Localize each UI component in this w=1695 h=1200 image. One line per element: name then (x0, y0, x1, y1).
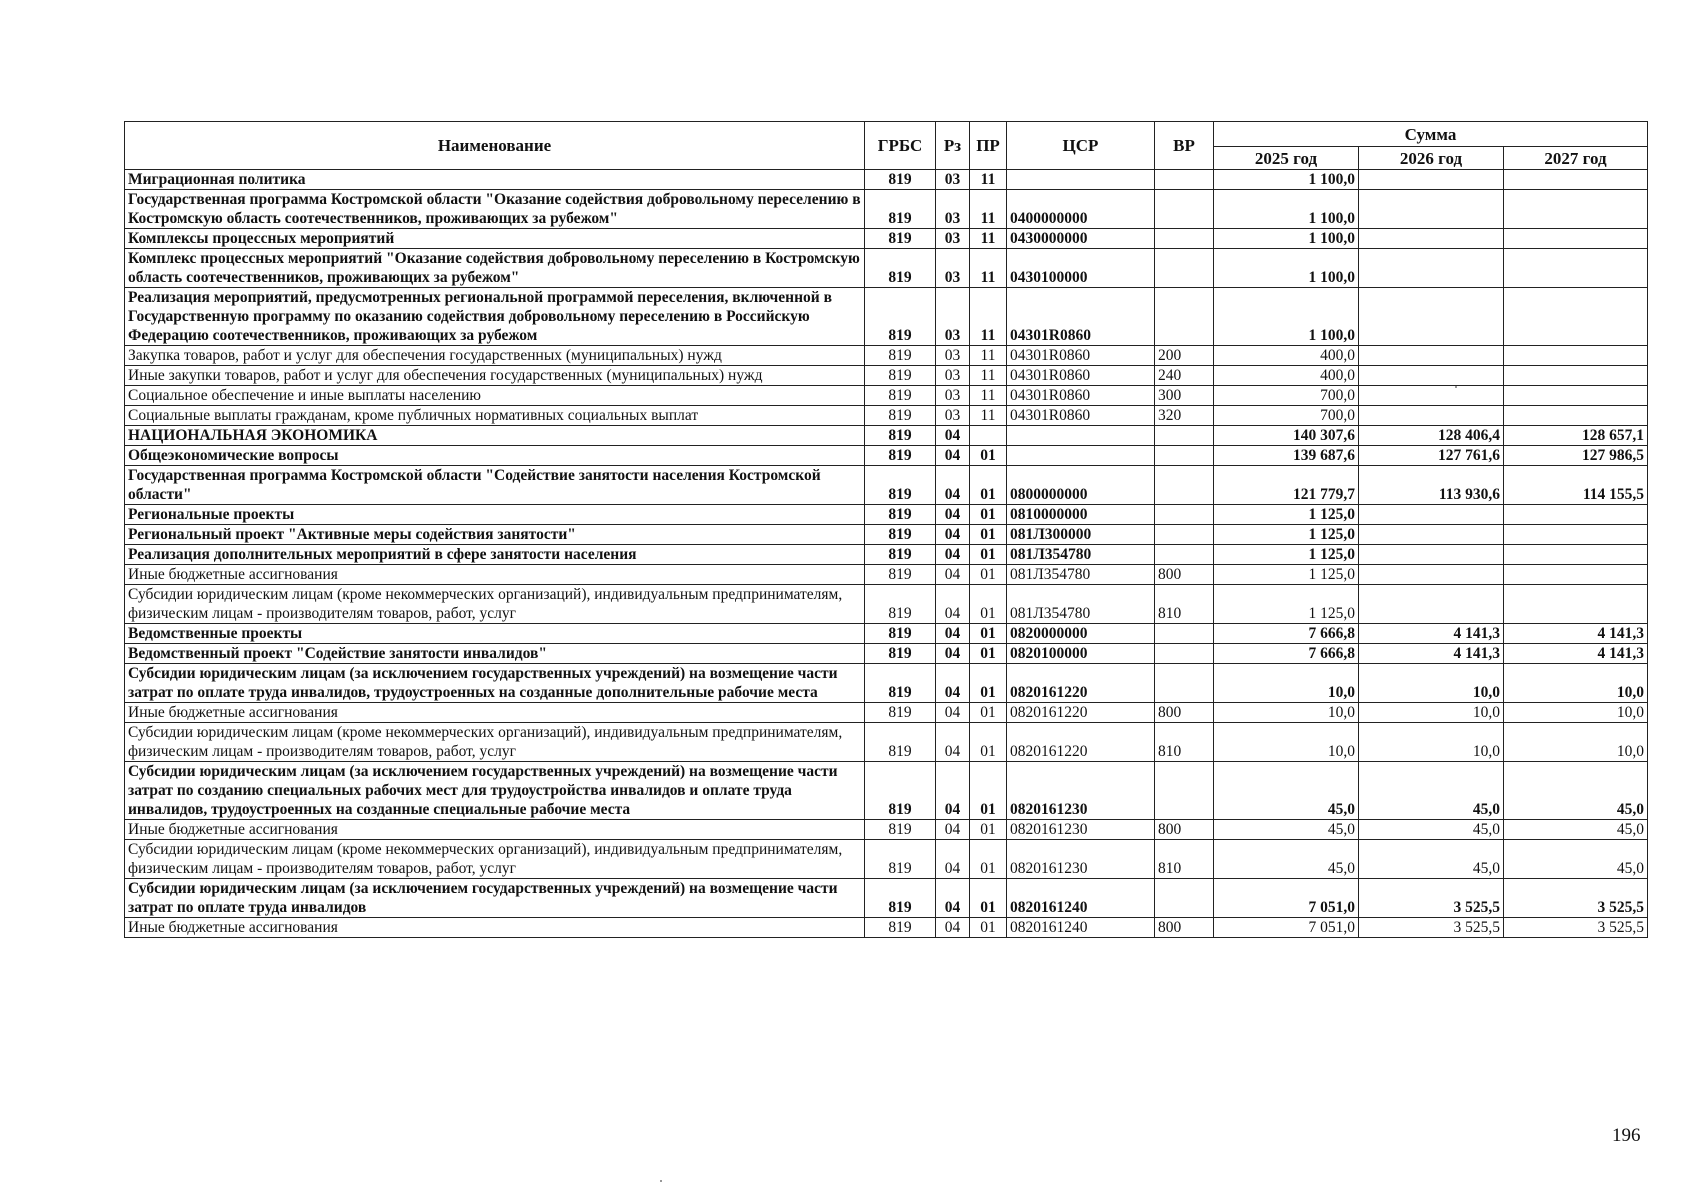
cell-pr: 01 (970, 723, 1007, 762)
cell-sum-2025: 1 100,0 (1214, 288, 1359, 346)
cell-pr: 01 (970, 585, 1007, 624)
cell-grbs: 819 (865, 703, 936, 723)
cell-grbs: 819 (865, 545, 936, 565)
cell-rz: 03 (936, 190, 970, 229)
cell-grbs: 819 (865, 879, 936, 918)
header-pr: ПР (970, 122, 1007, 170)
cell-name: Социальное обеспечение и иные выплаты населению (125, 386, 865, 406)
cell-vr (1155, 664, 1214, 703)
cell-pr: 01 (970, 879, 1007, 918)
cell-sum-2026: 113 930,6 (1359, 466, 1504, 505)
table-row (125, 565, 1648, 585)
cell-sum-2027: 10,0 (1504, 723, 1648, 762)
cell-csr: 0820161230 (1007, 820, 1155, 840)
cell-name: Иные бюджетные ассигнования (125, 918, 865, 938)
cell-rz: 04 (936, 840, 970, 879)
table-row (125, 346, 1648, 366)
cell-rz: 03 (936, 249, 970, 288)
cell-name: Иные закупки товаров, работ и услуг для обеспечения государственных (муниципальных) нужд (125, 366, 865, 386)
table-row (125, 525, 1648, 545)
cell-sum-2026 (1359, 229, 1504, 249)
cell-sum-2027 (1504, 585, 1648, 624)
table-row (125, 426, 1648, 446)
table-row (125, 406, 1648, 426)
table-row (125, 190, 1648, 229)
cell-rz: 03 (936, 406, 970, 426)
cell-name: Комплексы процессных мероприятий (125, 229, 865, 249)
cell-sum-2026 (1359, 565, 1504, 585)
cell-name: Региональные проекты (125, 505, 865, 525)
cell-sum-2025: 1 125,0 (1214, 505, 1359, 525)
cell-sum-2027: 127 986,5 (1504, 446, 1648, 466)
cell-sum-2025: 7 051,0 (1214, 918, 1359, 938)
cell-sum-2027 (1504, 190, 1648, 229)
cell-sum-2025: 10,0 (1214, 723, 1359, 762)
cell-pr: 01 (970, 918, 1007, 938)
cell-vr (1155, 288, 1214, 346)
cell-csr: 04301R0860 (1007, 366, 1155, 386)
cell-sum-2027 (1504, 288, 1648, 346)
cell-vr (1155, 762, 1214, 820)
cell-sum-2026 (1359, 406, 1504, 426)
cell-vr: 800 (1155, 703, 1214, 723)
cell-grbs: 819 (865, 918, 936, 938)
cell-csr: 04301R0860 (1007, 346, 1155, 366)
cell-pr: 01 (970, 446, 1007, 466)
cell-sum-2025: 1 100,0 (1214, 229, 1359, 249)
cell-sum-2027: 3 525,5 (1504, 879, 1648, 918)
cell-grbs: 819 (865, 229, 936, 249)
cell-sum-2027 (1504, 346, 1648, 366)
cell-sum-2027 (1504, 545, 1648, 565)
cell-vr (1155, 170, 1214, 190)
table-row (125, 505, 1648, 525)
cell-sum-2027 (1504, 366, 1648, 386)
cell-sum-2026 (1359, 190, 1504, 229)
cell-sum-2025: 7 666,8 (1214, 644, 1359, 664)
cell-pr: 11 (970, 386, 1007, 406)
cell-sum-2026 (1359, 366, 1504, 386)
cell-name: Субсидии юридическим лицам (кроме некоммерческих организаций), индивидуальным предпринимателям, физическим лицам - производителям товаров, работ, услуг (125, 723, 865, 762)
cell-pr: 11 (970, 366, 1007, 386)
cell-name: Субсидии юридическим лицам (за исключением государственных учреждений) на возмещение части затрат по оплате труда инвалидов (125, 879, 865, 918)
cell-sum-2026 (1359, 346, 1504, 366)
table-body (125, 170, 1648, 938)
cell-name: Иные бюджетные ассигнования (125, 703, 865, 723)
cell-name: Государственная программа Костромской области "Содействие занятости населения Костромской области" (125, 466, 865, 505)
cell-vr: 810 (1155, 723, 1214, 762)
cell-grbs: 819 (865, 170, 936, 190)
cell-grbs: 819 (865, 386, 936, 406)
budget-table (124, 121, 1648, 938)
cell-csr: 0820161240 (1007, 918, 1155, 938)
table-row (125, 545, 1648, 565)
cell-grbs: 819 (865, 644, 936, 664)
cell-sum-2026 (1359, 249, 1504, 288)
cell-pr: 01 (970, 644, 1007, 664)
cell-rz: 04 (936, 879, 970, 918)
cell-sum-2027 (1504, 229, 1648, 249)
table-row (125, 664, 1648, 703)
cell-sum-2027 (1504, 505, 1648, 525)
table-row (125, 585, 1648, 624)
cell-sum-2027: 3 525,5 (1504, 918, 1648, 938)
cell-sum-2027 (1504, 525, 1648, 545)
cell-vr: 810 (1155, 585, 1214, 624)
cell-vr (1155, 446, 1214, 466)
cell-sum-2025: 700,0 (1214, 386, 1359, 406)
cell-csr: 0820000000 (1007, 624, 1155, 644)
cell-sum-2025: 139 687,6 (1214, 446, 1359, 466)
table-row (125, 644, 1648, 664)
cell-sum-2027: 114 155,5 (1504, 466, 1648, 505)
cell-name: Общеэкономические вопросы (125, 446, 865, 466)
cell-vr (1155, 525, 1214, 545)
header-sum: Сумма (1214, 122, 1648, 147)
cell-name: Субсидии юридическим лицам (за исключением государственных учреждений) на возмещение части затрат по созданию специальных рабочих мест для трудоустройства инвалидов и оплате труда инвалидов, трудоустроенных на созданные специальные рабочие места (125, 762, 865, 820)
cell-csr: 04301R0860 (1007, 386, 1155, 406)
cell-csr (1007, 170, 1155, 190)
cell-rz: 04 (936, 723, 970, 762)
cell-grbs: 819 (865, 762, 936, 820)
cell-pr: 11 (970, 170, 1007, 190)
cell-pr: 01 (970, 545, 1007, 565)
header-csr: ЦСР (1007, 122, 1155, 170)
table-row (125, 820, 1648, 840)
cell-vr: 300 (1155, 386, 1214, 406)
cell-sum-2025: 45,0 (1214, 762, 1359, 820)
cell-name: Субсидии юридическим лицам (кроме некоммерческих организаций), индивидуальным предпринимателям, физическим лицам - производителям товаров, работ, услуг (125, 840, 865, 879)
cell-grbs: 819 (865, 585, 936, 624)
cell-sum-2027: 4 141,3 (1504, 644, 1648, 664)
cell-rz: 04 (936, 820, 970, 840)
cell-grbs: 819 (865, 366, 936, 386)
table-row (125, 703, 1648, 723)
cell-grbs: 819 (865, 505, 936, 525)
cell-csr: 081Л354780 (1007, 585, 1155, 624)
cell-vr (1155, 624, 1214, 644)
cell-sum-2025: 7 051,0 (1214, 879, 1359, 918)
cell-name: Закупка товаров, работ и услуг для обеспечения государственных (муниципальных) нужд (125, 346, 865, 366)
cell-vr (1155, 426, 1214, 446)
cell-sum-2025: 121 779,7 (1214, 466, 1359, 505)
cell-rz: 04 (936, 466, 970, 505)
cell-csr: 0430000000 (1007, 229, 1155, 249)
cell-vr: 320 (1155, 406, 1214, 426)
cell-sum-2026 (1359, 525, 1504, 545)
cell-sum-2025: 1 100,0 (1214, 190, 1359, 229)
cell-rz: 03 (936, 229, 970, 249)
cell-sum-2026: 45,0 (1359, 762, 1504, 820)
cell-sum-2027 (1504, 249, 1648, 288)
cell-rz: 04 (936, 525, 970, 545)
table-row (125, 288, 1648, 346)
cell-name: Ведомственные проекты (125, 624, 865, 644)
cell-sum-2027: 45,0 (1504, 840, 1648, 879)
cell-csr: 04301R0860 (1007, 288, 1155, 346)
scan-speck (660, 1180, 662, 1182)
cell-pr: 01 (970, 840, 1007, 879)
cell-name: НАЦИОНАЛЬНАЯ ЭКОНОМИКА (125, 426, 865, 446)
cell-sum-2025: 1 125,0 (1214, 545, 1359, 565)
cell-sum-2026: 3 525,5 (1359, 879, 1504, 918)
cell-pr: 01 (970, 703, 1007, 723)
cell-pr: 11 (970, 346, 1007, 366)
cell-pr: 01 (970, 624, 1007, 644)
cell-sum-2026: 127 761,6 (1359, 446, 1504, 466)
cell-rz: 04 (936, 426, 970, 446)
cell-csr: 0800000000 (1007, 466, 1155, 505)
table-row (125, 446, 1648, 466)
cell-sum-2026: 45,0 (1359, 840, 1504, 879)
cell-csr: 0820161220 (1007, 664, 1155, 703)
cell-vr (1155, 879, 1214, 918)
cell-sum-2025: 400,0 (1214, 366, 1359, 386)
cell-grbs: 819 (865, 624, 936, 644)
cell-sum-2025: 10,0 (1214, 664, 1359, 703)
cell-sum-2027: 45,0 (1504, 762, 1648, 820)
cell-grbs: 819 (865, 466, 936, 505)
header-year-2026: 2026 год (1359, 147, 1504, 170)
header-name: Наименование (125, 122, 865, 170)
table-row (125, 918, 1648, 938)
cell-vr: 810 (1155, 840, 1214, 879)
cell-csr: 0820161230 (1007, 762, 1155, 820)
cell-rz: 03 (936, 288, 970, 346)
cell-rz: 03 (936, 346, 970, 366)
cell-sum-2025: 1 100,0 (1214, 249, 1359, 288)
cell-csr: 0430100000 (1007, 249, 1155, 288)
cell-grbs: 819 (865, 288, 936, 346)
cell-csr: 0820161230 (1007, 840, 1155, 879)
cell-vr (1155, 505, 1214, 525)
header-rz: Рз (936, 122, 970, 170)
cell-name: Региональный проект "Активные меры содействия занятости" (125, 525, 865, 545)
cell-pr: 11 (970, 288, 1007, 346)
cell-sum-2026: 10,0 (1359, 703, 1504, 723)
cell-pr: 01 (970, 466, 1007, 505)
cell-name: Комплекс процессных мероприятий "Оказание содействия добровольному переселению в Костромскую область соотечественников, проживающих за рубежом" (125, 249, 865, 288)
cell-vr: 200 (1155, 346, 1214, 366)
cell-csr: 0400000000 (1007, 190, 1155, 229)
cell-rz: 03 (936, 386, 970, 406)
cell-sum-2026: 45,0 (1359, 820, 1504, 840)
cell-name: Иные бюджетные ассигнования (125, 565, 865, 585)
cell-sum-2026 (1359, 170, 1504, 190)
cell-pr: 01 (970, 820, 1007, 840)
cell-rz: 04 (936, 545, 970, 565)
cell-sum-2026 (1359, 505, 1504, 525)
cell-grbs: 819 (865, 820, 936, 840)
cell-pr: 01 (970, 762, 1007, 820)
cell-vr: 800 (1155, 565, 1214, 585)
cell-grbs: 819 (865, 723, 936, 762)
cell-sum-2026: 4 141,3 (1359, 624, 1504, 644)
cell-rz: 03 (936, 366, 970, 386)
cell-sum-2027: 128 657,1 (1504, 426, 1648, 446)
cell-csr: 04301R0860 (1007, 406, 1155, 426)
cell-rz: 04 (936, 664, 970, 703)
cell-name: Иные бюджетные ассигнования (125, 820, 865, 840)
cell-grbs: 819 (865, 840, 936, 879)
cell-csr: 0820161220 (1007, 723, 1155, 762)
table-row (125, 466, 1648, 505)
table-row (125, 879, 1648, 918)
cell-rz: 04 (936, 918, 970, 938)
cell-rz: 04 (936, 762, 970, 820)
cell-vr: 800 (1155, 820, 1214, 840)
cell-csr (1007, 426, 1155, 446)
cell-pr: 11 (970, 406, 1007, 426)
cell-grbs: 819 (865, 525, 936, 545)
table-row (125, 723, 1648, 762)
cell-sum-2026: 3 525,5 (1359, 918, 1504, 938)
cell-name: Реализация мероприятий, предусмотренных региональной программой переселения, включенной в Государственную программу по оказанию содействия добровольному переселению в Российскую Федерацию соотечественников, проживающих за рубежом (125, 288, 865, 346)
cell-sum-2027 (1504, 170, 1648, 190)
cell-sum-2026: 4 141,3 (1359, 644, 1504, 664)
cell-vr (1155, 466, 1214, 505)
cell-grbs: 819 (865, 446, 936, 466)
cell-csr: 0820100000 (1007, 644, 1155, 664)
cell-csr: 081Л354780 (1007, 565, 1155, 585)
cell-sum-2025: 400,0 (1214, 346, 1359, 366)
cell-pr: 01 (970, 664, 1007, 703)
cell-pr: 11 (970, 190, 1007, 229)
page-number: 196 (1612, 1125, 1641, 1146)
header-grbs: ГРБС (865, 122, 936, 170)
cell-vr (1155, 644, 1214, 664)
table-header (125, 122, 1648, 170)
cell-name: Государственная программа Костромской области "Оказание содействия добровольному переселению в Костромскую область соотечественников, проживающих за рубежом" (125, 190, 865, 229)
cell-sum-2026: 10,0 (1359, 664, 1504, 703)
table-row (125, 624, 1648, 644)
cell-sum-2025: 1 125,0 (1214, 585, 1359, 624)
cell-sum-2026: 10,0 (1359, 723, 1504, 762)
cell-rz: 04 (936, 565, 970, 585)
cell-rz: 04 (936, 624, 970, 644)
cell-grbs: 819 (865, 664, 936, 703)
cell-sum-2026 (1359, 288, 1504, 346)
cell-pr (970, 426, 1007, 446)
cell-sum-2027 (1504, 406, 1648, 426)
cell-csr: 0820161240 (1007, 879, 1155, 918)
table-row (125, 229, 1648, 249)
cell-csr: 081Л300000 (1007, 525, 1155, 545)
cell-sum-2025: 1 100,0 (1214, 170, 1359, 190)
cell-csr (1007, 446, 1155, 466)
scan-speck (1455, 386, 1457, 388)
cell-vr (1155, 190, 1214, 229)
cell-vr (1155, 545, 1214, 565)
table-row (125, 386, 1648, 406)
cell-sum-2025: 140 307,6 (1214, 426, 1359, 446)
cell-vr: 800 (1155, 918, 1214, 938)
cell-sum-2026 (1359, 585, 1504, 624)
cell-name: Реализация дополнительных мероприятий в сфере занятости населения (125, 545, 865, 565)
cell-sum-2025: 700,0 (1214, 406, 1359, 426)
cell-sum-2027 (1504, 565, 1648, 585)
cell-sum-2027: 10,0 (1504, 664, 1648, 703)
cell-grbs: 819 (865, 190, 936, 229)
cell-vr: 240 (1155, 366, 1214, 386)
cell-grbs: 819 (865, 426, 936, 446)
cell-csr: 081Л354780 (1007, 545, 1155, 565)
cell-sum-2025: 45,0 (1214, 820, 1359, 840)
cell-grbs: 819 (865, 406, 936, 426)
cell-name: Миграционная политика (125, 170, 865, 190)
cell-grbs: 819 (865, 565, 936, 585)
cell-name: Субсидии юридическим лицам (за исключением государственных учреждений) на возмещение части затрат по оплате труда инвалидов, трудоустроенных на созданные дополнительные рабочие места (125, 664, 865, 703)
cell-sum-2027: 45,0 (1504, 820, 1648, 840)
cell-csr: 0810000000 (1007, 505, 1155, 525)
cell-sum-2025: 7 666,8 (1214, 624, 1359, 644)
cell-sum-2026 (1359, 545, 1504, 565)
cell-sum-2025: 10,0 (1214, 703, 1359, 723)
cell-pr: 11 (970, 249, 1007, 288)
header-year-2027: 2027 год (1504, 147, 1648, 170)
header-vr: ВР (1155, 122, 1214, 170)
cell-rz: 04 (936, 703, 970, 723)
cell-sum-2025: 1 125,0 (1214, 525, 1359, 545)
cell-sum-2025: 1 125,0 (1214, 565, 1359, 585)
cell-name: Социальные выплаты гражданам, кроме публичных нормативных социальных выплат (125, 406, 865, 426)
cell-sum-2026: 128 406,4 (1359, 426, 1504, 446)
cell-pr: 11 (970, 229, 1007, 249)
table-row (125, 762, 1648, 820)
cell-rz: 04 (936, 505, 970, 525)
cell-pr: 01 (970, 505, 1007, 525)
cell-pr: 01 (970, 525, 1007, 545)
cell-vr (1155, 229, 1214, 249)
table-row (125, 366, 1648, 386)
cell-rz: 04 (936, 585, 970, 624)
cell-name: Ведомственный проект "Содействие занятости инвалидов" (125, 644, 865, 664)
cell-sum-2027: 4 141,3 (1504, 624, 1648, 644)
cell-sum-2027 (1504, 386, 1648, 406)
cell-rz: 04 (936, 446, 970, 466)
cell-csr: 0820161220 (1007, 703, 1155, 723)
cell-name: Субсидии юридическим лицам (кроме некоммерческих организаций), индивидуальным предпринимателям, физическим лицам - производителям товаров, работ, услуг (125, 585, 865, 624)
table-row (125, 840, 1648, 879)
cell-sum-2027: 10,0 (1504, 703, 1648, 723)
cell-grbs: 819 (865, 346, 936, 366)
cell-sum-2025: 45,0 (1214, 840, 1359, 879)
cell-vr (1155, 249, 1214, 288)
table-row (125, 170, 1648, 190)
cell-rz: 04 (936, 644, 970, 664)
cell-pr: 01 (970, 565, 1007, 585)
cell-rz: 03 (936, 170, 970, 190)
cell-grbs: 819 (865, 249, 936, 288)
header-year-2025: 2025 год (1214, 147, 1359, 170)
table-row (125, 249, 1648, 288)
cell-sum-2026 (1359, 386, 1504, 406)
